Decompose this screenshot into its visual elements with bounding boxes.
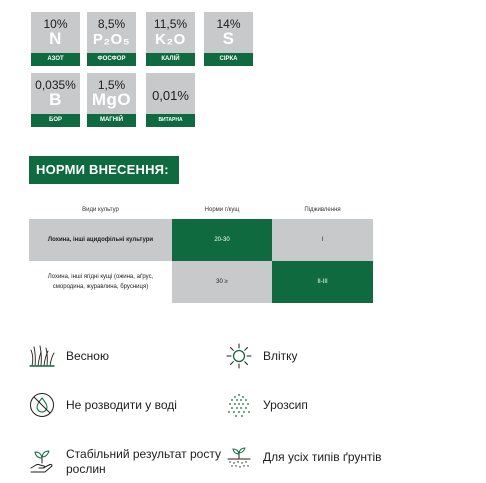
hand-sprout-icon bbox=[29, 449, 55, 475]
nutrient-tile-boron bbox=[31, 73, 80, 127]
nutrient-name: БОР bbox=[31, 114, 80, 127]
nutrient-name: КАЛІЙ bbox=[146, 53, 195, 66]
feature-no-water bbox=[29, 392, 177, 418]
sun-icon bbox=[226, 343, 252, 369]
nutrient-symbol: S bbox=[222, 29, 235, 48]
feature-label: Стабільний результат росту рослин bbox=[66, 447, 221, 476]
feature-stable-result bbox=[29, 447, 226, 477]
soil-sprout-icon bbox=[226, 444, 252, 470]
table-row-2-feeding: II-III bbox=[272, 261, 373, 303]
table-header-rate: Норми г/кущ bbox=[204, 207, 240, 213]
table-row-2-crop: Лохина, інші ягідні кущі (ожина, аґрус, смородина, журавлина, брусниця) bbox=[29, 261, 172, 303]
table-row-1-rate: 20-30 bbox=[172, 219, 272, 261]
nutrient-name: ВИТАРНА КИСЛОТА bbox=[146, 114, 195, 127]
table-row-2-rate: 30 ≥ bbox=[172, 261, 272, 303]
nutrient-tile-phosphorus bbox=[87, 12, 136, 66]
feature-scatter bbox=[226, 392, 308, 418]
nutrient-symbol: B bbox=[49, 90, 62, 109]
table-row-1-feeding: I bbox=[272, 219, 373, 261]
scatter-dots-icon bbox=[226, 392, 252, 418]
section-title-banner: НОРМИ ВНЕСЕННЯ: bbox=[29, 156, 179, 184]
nutrient-tile-potassium bbox=[146, 12, 195, 66]
table-header-crops: Види культур bbox=[82, 207, 119, 213]
nutrient-percent: 10% bbox=[43, 17, 68, 31]
feature-all-soils bbox=[226, 444, 382, 470]
feature-label: Для усіх типів ґрунтів bbox=[263, 449, 382, 464]
nutrient-tile-sulfur bbox=[204, 12, 253, 66]
nutrient-name: СІРКА bbox=[204, 53, 253, 66]
nutrient-percent: 11,5% bbox=[153, 17, 188, 31]
nutrient-tile-magnesium bbox=[87, 73, 136, 127]
nutrient-tile-nitrogen bbox=[31, 12, 80, 66]
grass-icon bbox=[29, 343, 55, 369]
nutrient-percent: 8,5% bbox=[97, 17, 126, 31]
feature-label: Весною bbox=[66, 348, 109, 363]
nutrient-symbol: K₂O bbox=[155, 31, 186, 48]
nutrient-tile-acid bbox=[146, 73, 195, 136]
nutrient-name: МАГНІЙ bbox=[87, 114, 136, 127]
feature-label: Не розводити у воді bbox=[66, 397, 177, 412]
no-water-drop-icon bbox=[29, 392, 55, 418]
nutrient-symbol: P₂O₅ bbox=[92, 31, 131, 48]
nutrient-name: ФОСФОР bbox=[87, 53, 136, 66]
nutrient-percent: 0,035% bbox=[35, 78, 76, 92]
feature-spring bbox=[29, 343, 109, 369]
nutrient-percent: 0,01% bbox=[152, 88, 189, 103]
nutrient-name: АЗОТ bbox=[31, 53, 80, 66]
feature-label: Урозсип bbox=[263, 397, 308, 412]
table-row-1-crop: Лохина, інші ацидофільні культури bbox=[29, 219, 172, 261]
table-header-feeding: Підживлення bbox=[304, 207, 341, 213]
feature-label: Влітку bbox=[263, 348, 298, 363]
feature-summer bbox=[226, 343, 298, 369]
nutrient-symbol: MgO bbox=[91, 90, 132, 109]
nutrient-percent: 14% bbox=[216, 17, 241, 31]
nutrient-percent: 1,5% bbox=[97, 78, 126, 92]
nutrient-symbol: N bbox=[49, 29, 62, 48]
